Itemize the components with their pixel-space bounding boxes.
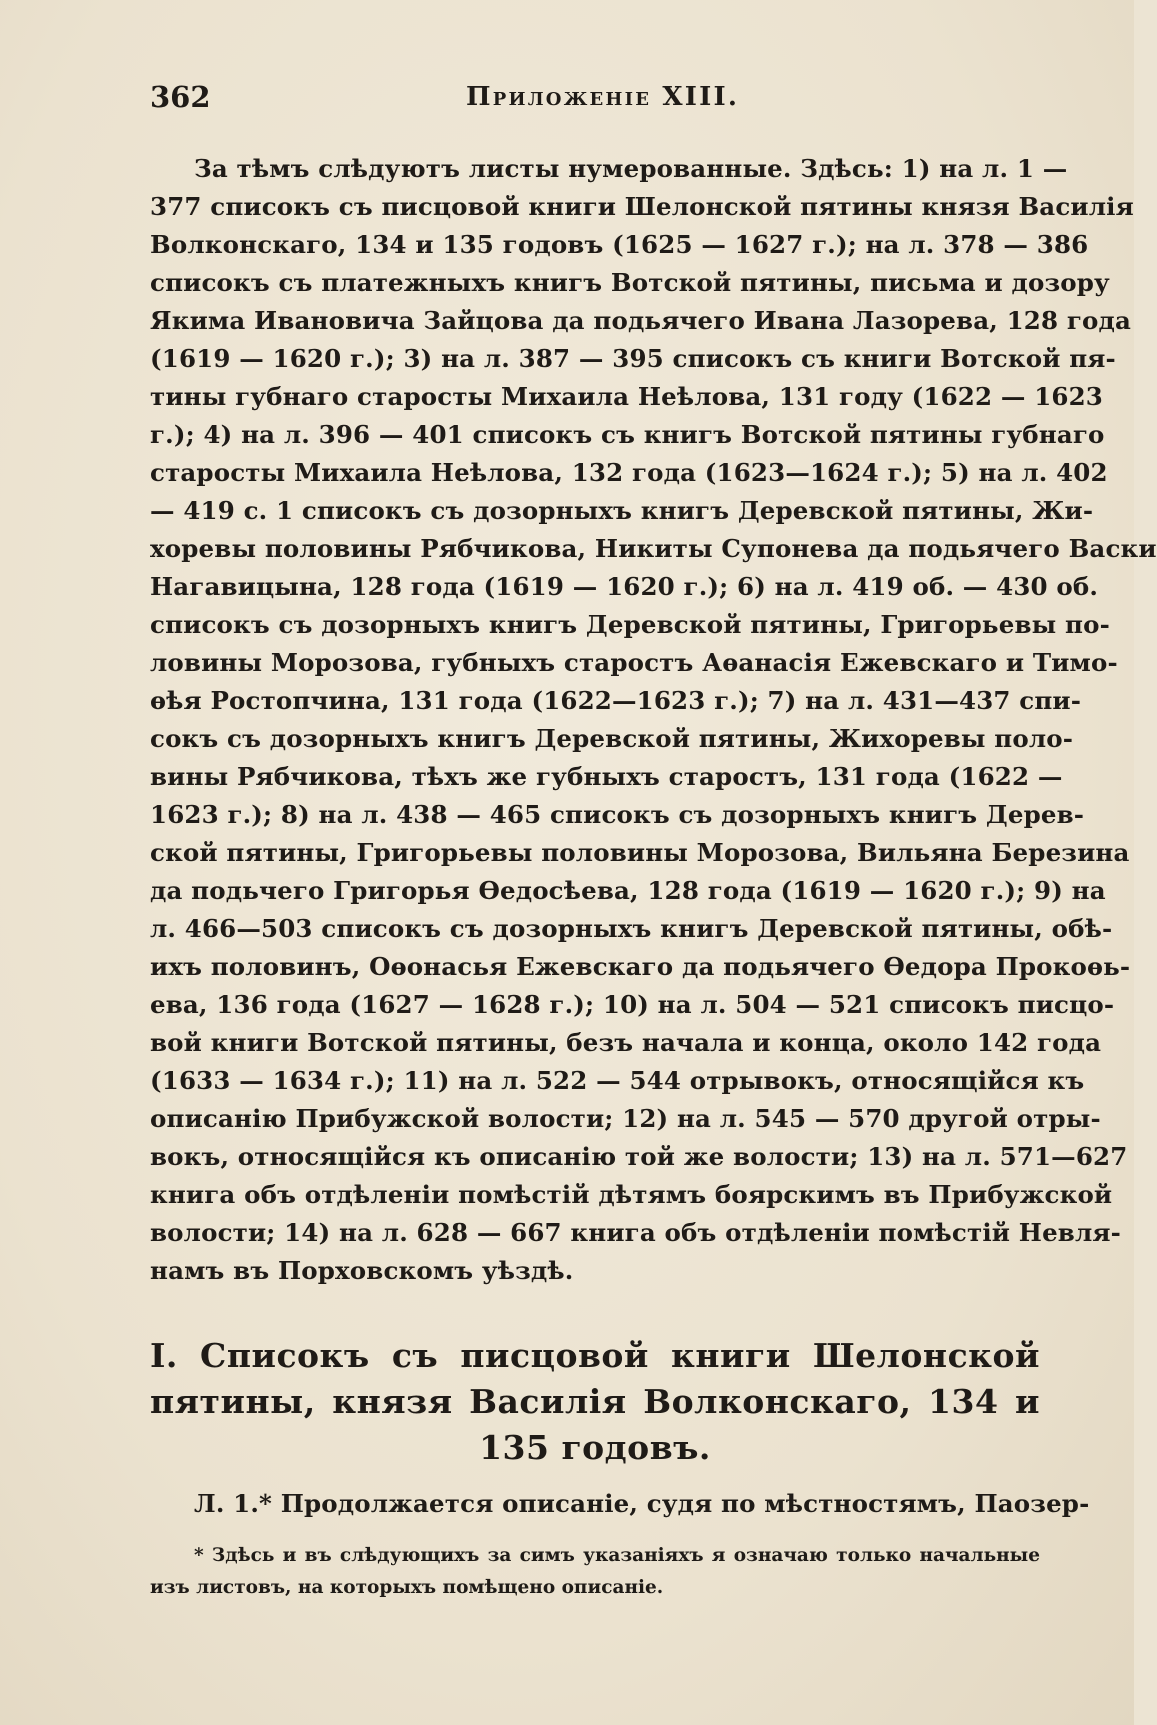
- text-line: старосты Михаила Неѣлова, 132 года (1623—1624 г.); 5) на л. 402: [150, 458, 1108, 487]
- body-paragraph: [150, 150, 1157, 1290]
- text-line: — 419 с. 1 списокъ съ дозорныхъ книгъ Деревской пятины, Жи-: [150, 496, 1094, 525]
- text-line: г.); 4) на л. 396 — 401 списокъ съ книгъ Вотской пятины губнаго: [150, 420, 1105, 449]
- text-line: описанію Прибужской волости; 12) на л. 545 — 570 другой отры-: [150, 1104, 1101, 1133]
- text-line: волости; 14) на л. 628 — 667 книга объ отдѣленіи помѣстій Невля-: [150, 1218, 1121, 1247]
- heading-line: 135 годовъ.: [479, 1428, 711, 1467]
- text-line: да подьчего Григорья Ѳедосѣева, 128 года (1619 — 1620 г.); 9) на: [150, 876, 1106, 905]
- page-number: 362: [150, 80, 211, 114]
- heading-line: пятины, князя Василія Волконскаго, 134 и: [150, 1382, 1040, 1421]
- text-line: 377 списокъ съ писцовой книги Шелонской пятины князя Василія: [150, 192, 1134, 221]
- text-line: л. 466—503 списокъ съ дозорныхъ книгъ Деревской пятины, обѣ-: [150, 914, 1113, 943]
- text-line: списокъ съ платежныхъ книгъ Вотской пятины, письма и дозору: [150, 268, 1110, 297]
- text-line: ѳѣя Ростопчина, 131 года (1622—1623 г.); 7) на л. 431—437 спи-: [150, 686, 1082, 715]
- footnote-line: * Здѣсь и въ слѣдующихъ за симъ указаніяхъ я означаю только начальные: [194, 1545, 1040, 1566]
- text-line: 1623 г.); 8) на л. 438 — 465 списокъ съ дозорныхъ книгъ Дерев-: [150, 800, 1085, 829]
- text-line: ской пятины, Григорьевы половины Морозова, Вильяна Березина: [150, 838, 1130, 867]
- text-line: Якима Ивановича Зайцова да подьячего Ивана Лазорева, 128 года: [150, 306, 1132, 335]
- text-line: За тѣмъ слѣдуютъ листы нумерованные. Здѣсь: 1) на л. 1 —: [194, 154, 1068, 183]
- text-line: вой книги Вотской пятины, безъ начала и конца, около 142 года: [150, 1028, 1102, 1057]
- running-title: Приложеніе XIII.: [466, 82, 740, 112]
- footnote-line: изъ листовъ, на которыхъ помѣщено описаніе.: [150, 1577, 664, 1598]
- text-line: тины губнаго старосты Михаила Неѣлова, 131 году (1622 — 1623: [150, 382, 1103, 411]
- text-line: ева, 136 года (1627 — 1628 г.); 10) на л. 504 — 521 списокъ писцо-: [150, 990, 1115, 1019]
- section-body: [150, 1485, 1090, 1523]
- text-line: (1633 — 1634 г.); 11) на л. 522 — 544 отрывокъ, относящійся къ: [150, 1066, 1085, 1095]
- text-line: намъ въ Порховскомъ уѣздѣ.: [150, 1256, 574, 1285]
- text-line: Волконскаго, 134 и 135 годовъ (1625 — 1627 г.); на л. 378 — 386: [150, 230, 1089, 259]
- section-heading: [150, 1333, 1040, 1471]
- heading-line: I. Списокъ съ писцовой книги Шелонской: [150, 1336, 1040, 1375]
- text-line: ловины Морозова, губныхъ старостъ Аѳанасія Ежевскаго и Тимо-: [150, 648, 1118, 677]
- text-line: ихъ половинъ, Оѳонасья Ежевскаго да подьячего Ѳедора Прокоѳь-: [150, 952, 1131, 981]
- text-line: Л. 1.* Продолжается описаніе, судя по мѣстностямъ, Паозер-: [194, 1489, 1090, 1518]
- text-line: книга объ отдѣленіи помѣстій дѣтямъ боярскимъ въ Прибужской: [150, 1180, 1113, 1209]
- text-line: вокъ, относящійся къ описанію той же волости; 13) на л. 571—627: [150, 1142, 1128, 1171]
- text-line: (1619 — 1620 г.); 3) на л. 387 — 395 списокъ съ книги Вотской пя-: [150, 344, 1116, 373]
- text-line: хоревы половины Рябчикова, Никиты Супонева да подьячего Васки: [150, 534, 1157, 563]
- page-header: [150, 80, 1040, 124]
- text-line: сокъ съ дозорныхъ книгъ Деревской пятины, Жихоревы поло-: [150, 724, 1074, 753]
- text-line: списокъ съ дозорныхъ книгъ Деревской пятины, Григорьевы по-: [150, 610, 1110, 639]
- footnote: [150, 1540, 1040, 1604]
- text-line: Нагавицына, 128 года (1619 — 1620 г.); 6) на л. 419 об. — 430 об.: [150, 572, 1099, 601]
- text-line: вины Рябчикова, тѣхъ же губныхъ старостъ, 131 года (1622 —: [150, 762, 1063, 791]
